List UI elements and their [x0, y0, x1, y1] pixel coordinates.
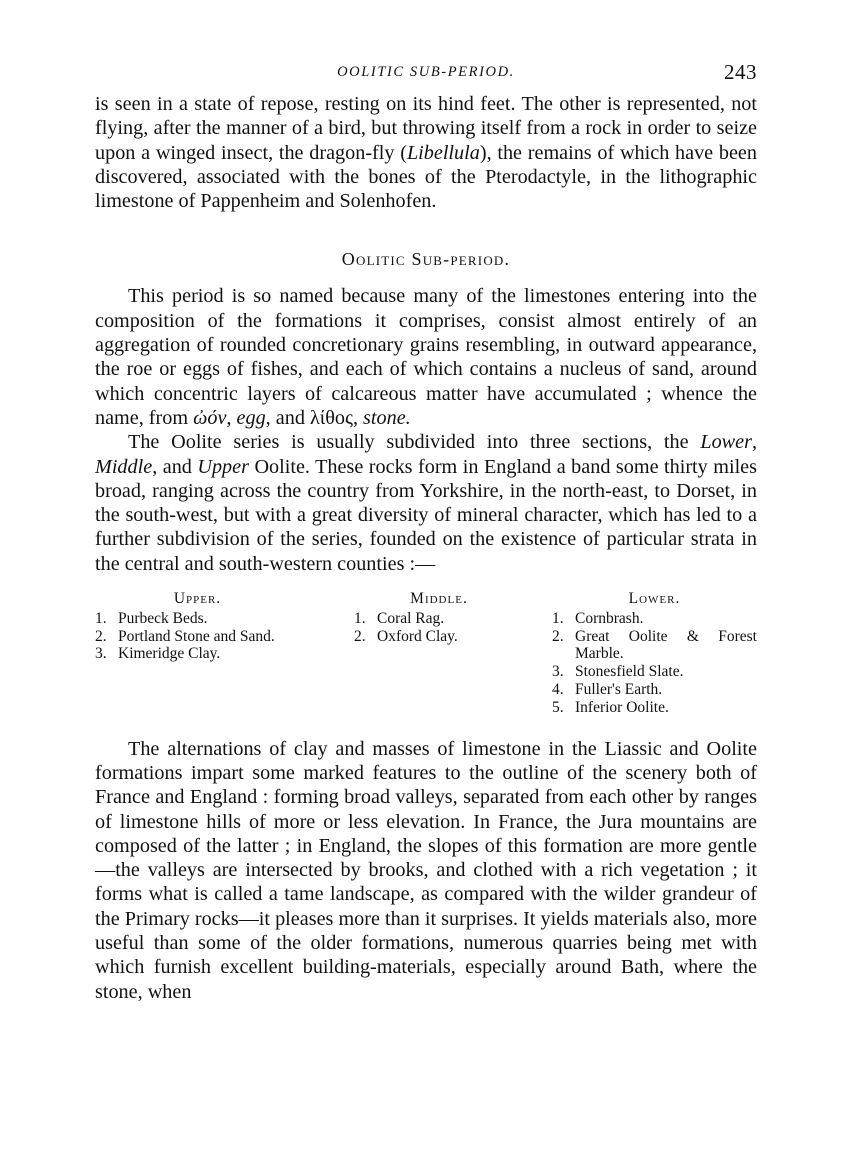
item-text: Coral Rag.: [377, 609, 445, 627]
item-text: Stonesfield Slate.: [575, 663, 684, 681]
item-number: 1.: [354, 609, 366, 627]
list-item: [552, 681, 757, 699]
item-number: 2.: [552, 627, 564, 645]
column-heading-upper: Upper.: [173, 590, 222, 608]
list-item: [95, 628, 300, 646]
p1-italic-stone: stone.: [363, 406, 411, 429]
item-number: 2.: [354, 627, 366, 645]
p1-text-4: ,: [352, 406, 364, 429]
list-item: [354, 628, 524, 646]
paragraph-subdivision: [95, 430, 757, 576]
item-number: 1.: [95, 609, 107, 627]
intro-paragraph: [95, 92, 757, 213]
book-page: [95, 58, 757, 1004]
p2-italic-upper: Upper: [197, 455, 249, 478]
item-number: 4.: [552, 681, 564, 699]
column-upper: [95, 590, 300, 717]
item-text: Oxford Clay.: [377, 627, 458, 645]
list-item: [354, 610, 524, 628]
p1-text-3: , and: [265, 406, 310, 429]
list-item: [95, 645, 300, 663]
item-text: Kimeridge Clay.: [118, 645, 221, 663]
column-heading-middle: Middle.: [410, 590, 468, 608]
p2-italic-middle: Middle: [95, 455, 153, 478]
section-title: Oolitic Sub-period.: [341, 249, 511, 270]
column-heading-lower: Lower.: [628, 590, 681, 608]
p2-text-4: Oolite. These rocks form in England a band some thirty miles broad, ranging across the country from Yorkshire, in the north-east, to Dorset, in the south-west, but with a great diversity of mineral character, which has led to a further subdivision of the series, founded on the existence of particular strata in the central and south-western counties :—: [95, 455, 757, 575]
p1-text-2: ,: [226, 406, 237, 429]
column-middle: [354, 590, 524, 717]
item-number: 5.: [552, 698, 564, 716]
p2-italic-lower: Lower: [700, 431, 752, 454]
p2-text-1: The Oolite series is usually subdivided into three sections, the: [128, 431, 701, 454]
list-item: [552, 699, 757, 717]
list-item: [552, 610, 757, 628]
item-text: Fuller's Earth.: [575, 681, 663, 699]
p1-italic-egg: egg: [236, 406, 266, 429]
running-head-title: OOLITIC SUB-PERIOD.: [337, 64, 515, 80]
intro-text-1: is seen in a state of repose, resting on its hind feet. The other is represented, not flying, after the manner of a bird, but throwing itself from a rock in order to seize upon a winged insect, the dragon-fly (: [95, 93, 757, 164]
strata-table: [95, 590, 757, 717]
list-item: [552, 663, 757, 681]
paragraph-etymology: [95, 284, 757, 430]
running-head: [95, 58, 757, 92]
item-text: Great Oolite & Forest Marble.: [575, 627, 757, 663]
item-number: 1.: [552, 609, 564, 627]
item-text: Portland Stone and Sand.: [118, 627, 275, 645]
item-text: Purbeck Beds.: [118, 609, 208, 627]
intro-text-2: ), the remains of which have been discovered, associated with the bones of the Pterodactyle, in the lithographic limestone of Pappenheim and Solenhofen.: [95, 141, 757, 213]
item-text: Inferior Oolite.: [575, 698, 669, 716]
list-item: [552, 628, 757, 664]
item-number: 2.: [95, 627, 107, 645]
paragraph-scenery: The alternations of clay and masses of limestone in the Liassic and Oolite formations impart some marked features to the outline of the scenery both of France and England : forming broad valleys, separated from each other by ranges of limestone hills of more or less elevation. In France, the Jura mountains are composed of the latter ; in England, the slopes of this formation are more gentle—the valleys are intersected by brooks, and clothed with a rich vegetation ; it forms what is called a tame landscape, as compared with the wilder grandeur of the Primary rocks—it pleases more than it surprises. It yields materials also, more useful than some of the older formations, numerous quarries being met with which furnish excellent building-materials, especially around Bath, where the stone, when: [95, 737, 757, 1003]
p1-text-1: This period is so named because many of the limestones entering into the composition of the formations it comprises, consist almost entirely of an aggregation of rounded concretionary grains resembling, in outward appearance, the roe or eggs of fishes, and each of which contains a nucleus of sand, around which concentric layers of calcareous matter have accumulated ; whence the name, from: [95, 285, 757, 429]
p2-text-2: ,: [751, 431, 757, 454]
p1-greek-egg: ὠόν: [193, 406, 227, 429]
column-lower: [552, 590, 757, 717]
intro-italic-libellula: Libellula: [406, 141, 480, 164]
p2-text-3: , and: [152, 455, 198, 478]
item-number: 3.: [552, 663, 564, 681]
item-number: 3.: [95, 645, 107, 663]
list-item: [95, 610, 300, 628]
p1-greek-stone: λίθος: [309, 406, 353, 429]
page-number: 243: [724, 60, 757, 84]
item-text: Cornbrash.: [575, 609, 644, 627]
